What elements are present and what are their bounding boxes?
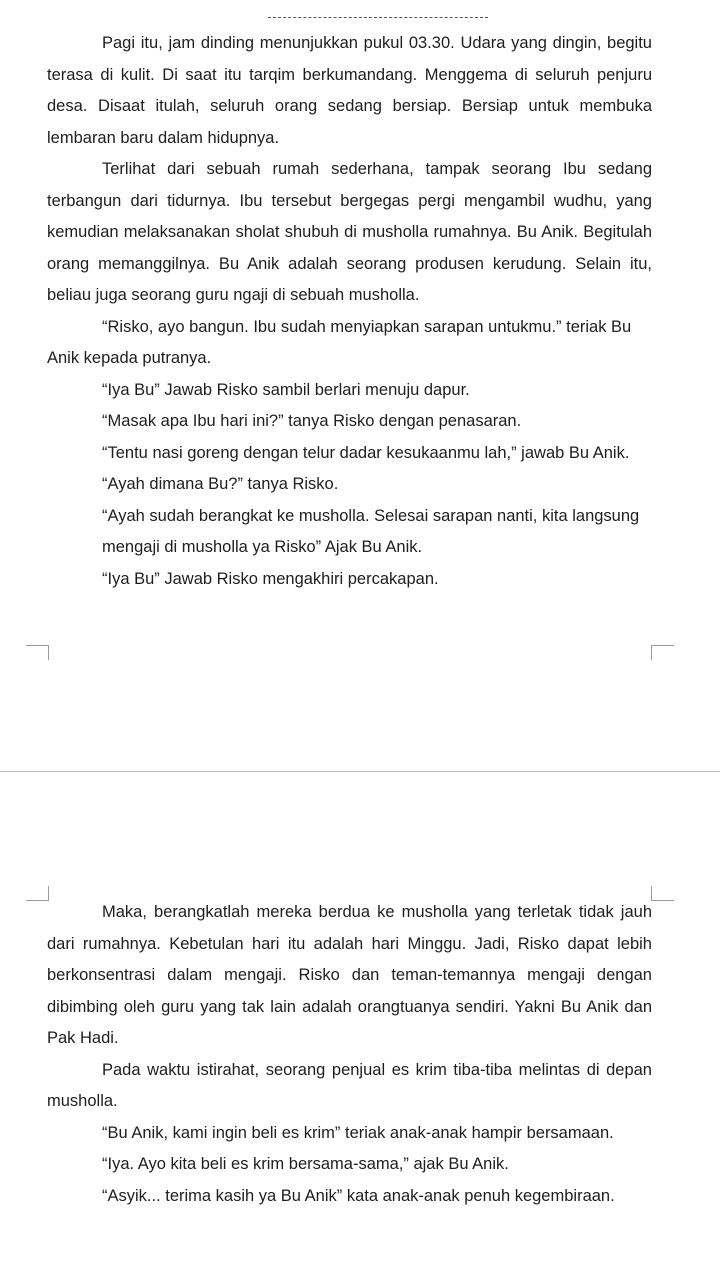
- dialogue-line: “Ayah sudah berangkat ke musholla. Selesai sarapan nanti, kita langsung mengaji di musholla ya Risko” Ajak Bu Anik.: [102, 506, 640, 556]
- paragraph-dawn: Pagi itu, jam dinding menunjukkan pukul 03.30. Udara yang dingin, begitu terasa di kulit. Di saat itu tarqim berkumandang. Menggema di seluruh penjuru desa. Disaat itulah, seluruh orang sedang bersiap. Bersiap untuk membuka lembaran baru dalam hidupnya.: [47, 34, 652, 147]
- dialogue-line: “Asyik... terima kasih ya Bu Anik” kata anak-anak penuh kegembiraan.: [102, 1186, 615, 1205]
- margin-corner-mark: [651, 886, 674, 901]
- section-divider: [268, 17, 488, 18]
- margin-corner-mark: [651, 645, 674, 660]
- dialogue-line: “Tentu nasi goreng dengan telur dadar kesukaanmu lah,” jawab Bu Anik.: [102, 443, 630, 462]
- document-page-2: [0, 772, 720, 1280]
- paragraph-ice-cream: Pada waktu istirahat, seorang penjual es krim tiba-tiba melintas di depan musholla.: [47, 1060, 652, 1110]
- dialogue-line: “Masak apa Ibu hari ini?” tanya Risko dengan penasaran.: [102, 412, 522, 430]
- page-1-body: [47, 28, 652, 595]
- paragraph-musholla: Maka, berangkatlah mereka berdua ke musholla yang terletak tidak jauh dari rumahnya. Kebetulan hari itu adalah hari Minggu. Jadi, Risko dapat lebih berkonsentrasi dalam mengaji. Risko dan teman-temannya mengaji dengan dibimbing oleh guru yang tak lain adalah orangtuanya sendiri. Yakni Bu Anik dan Pak Hadi.: [47, 903, 652, 1047]
- paragraph-bu-anik: Terlihat dari sebuah rumah sederhana, tampak seorang Ibu sedang terbangun dari tidurnya. Ibu tersebut bergegas pergi mengambil wudhu, yang kemudian melaksanakan sholat shubuh di musholla rumahnya. Bu Anik. Begitulah orang memanggilnya. Bu Anik adalah seorang produsen kerudung. Selain itu, beliau juga seorang guru ngaji di sebuah musholla.: [47, 160, 652, 304]
- dialogue-line: “Iya Bu” Jawab Risko mengakhiri percakapan.: [102, 569, 439, 588]
- page-2-body: [47, 897, 652, 1212]
- paragraph-risko-wake: “Risko, ayo bangun. Ibu sudah menyiapkan sarapan untukmu.” teriak Bu Anik kepada putranya.: [47, 317, 632, 367]
- dialogue-line: “Bu Anik, kami ingin beli es krim” teriak anak-anak hampir bersamaan.: [102, 1123, 614, 1142]
- margin-corner-mark: [26, 645, 49, 660]
- dialogue-line: “Iya Bu” Jawab Risko sambil berlari menuju dapur.: [102, 380, 470, 399]
- dialogue-line: “Iya. Ayo kita beli es krim bersama-sama,” ajak Bu Anik.: [102, 1155, 509, 1173]
- dialogue-line: “Ayah dimana Bu?” tanya Risko.: [102, 475, 339, 493]
- margin-corner-mark: [26, 886, 49, 901]
